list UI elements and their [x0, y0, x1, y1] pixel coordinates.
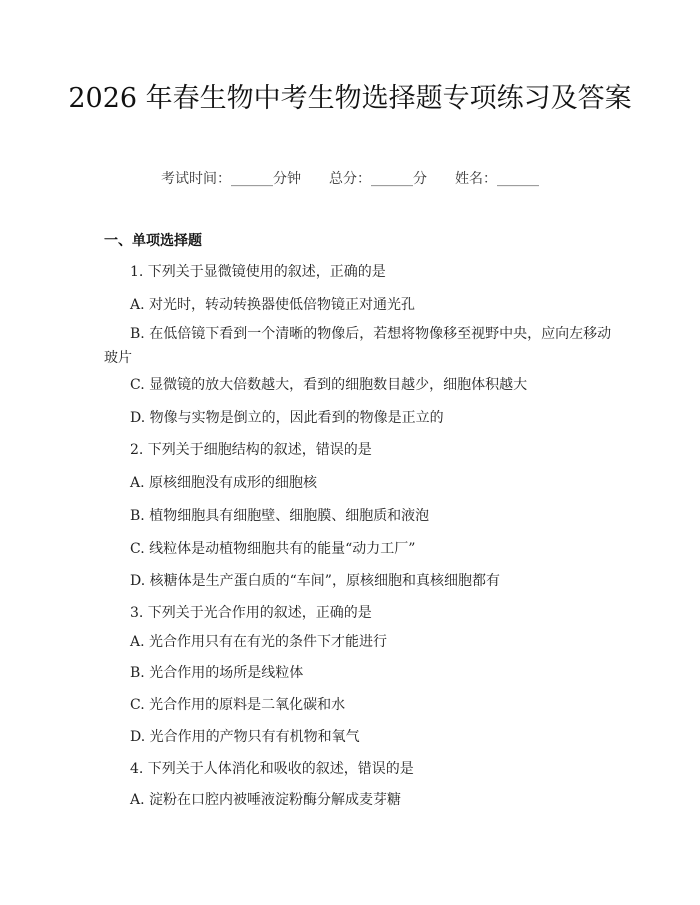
question-3-option-c: C. 光合作用的原料是二氧化碳和水	[130, 697, 346, 713]
student-name: 姓名：______	[455, 171, 539, 187]
question-3-option-a: A. 光合作用只有在有光的条件下才能进行	[130, 634, 388, 650]
question-4-option-a: A. 淀粉在口腔内被唾液淀粉酶分解成麦芽糖	[130, 792, 402, 808]
question-1: 1. 下列关于显微镜使用的叙述，正确的是	[130, 264, 386, 280]
question-2: 2. 下列关于细胞结构的叙述，错误的是	[130, 442, 372, 458]
question-1-option-b: B. 在低倍镜下看到一个清晰的物像后，若想将物像移至视野中央，应向左移动玻片	[104, 326, 612, 366]
question-3-option-d: D. 光合作用的产物只有有机物和氧气	[130, 729, 360, 745]
question-1-option-c: C. 显微镜的放大倍数越大，看到的细胞数目越少，细胞体积越大	[130, 377, 528, 393]
document-title: 2026 年春生物中考生物选择题专项练习及答案	[68, 83, 632, 114]
question-3: 3. 下列关于光合作用的叙述，正确的是	[130, 605, 372, 621]
question-3-option-b: B. 光合作用的场所是线粒体	[130, 665, 304, 681]
question-2-option-c: C. 线粒体是动植物细胞共有的能量“动力工厂”	[130, 541, 416, 557]
question-1-option-d: D. 物像与实物是倒立的，因此看到的物像是正立的	[130, 410, 444, 426]
exam-time: 考试时间：______分钟	[161, 171, 301, 187]
question-2-option-d: D. 核糖体是生产蛋白质的“车间”，原核细胞和真核细胞都有	[130, 573, 500, 589]
question-2-option-b: B. 植物细胞具有细胞壁、细胞膜、细胞质和液泡	[130, 508, 430, 524]
section-heading: 一、单项选择题	[104, 233, 202, 249]
question-1-option-a: A. 对光时，转动转换器使低倍物镜正对通光孔	[130, 297, 416, 313]
question-4: 4. 下列关于人体消化和吸收的叙述，错误的是	[130, 761, 414, 777]
exam-info	[0, 168, 700, 188]
total-score: 总分：______分	[329, 171, 427, 187]
question-2-option-a: A. 原核细胞没有成形的细胞核	[130, 475, 318, 491]
